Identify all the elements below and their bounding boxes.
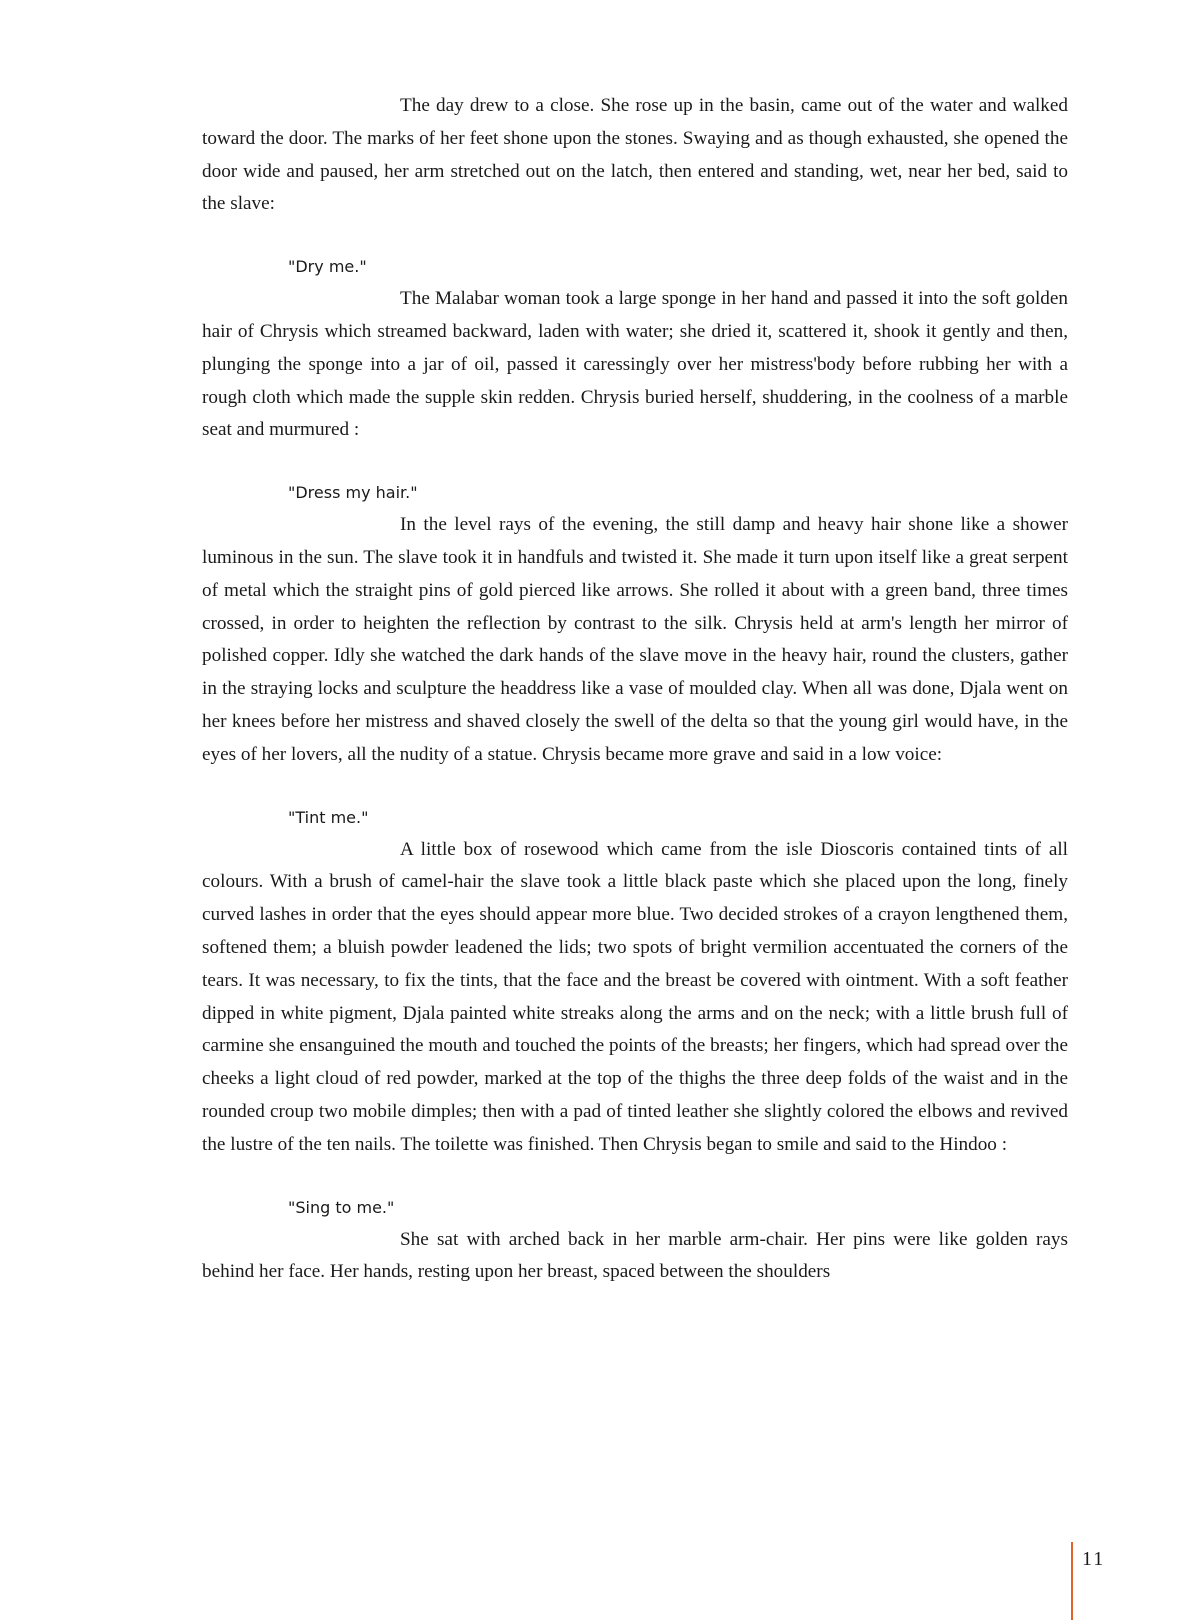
text-column bbox=[202, 90, 1068, 1289]
spacer bbox=[202, 1162, 1068, 1192]
dialogue-dry-me: "Dry me." bbox=[288, 257, 367, 277]
page-number: 11 bbox=[1082, 1548, 1106, 1570]
spacer bbox=[202, 221, 1068, 251]
spacer bbox=[202, 772, 1068, 802]
paragraph-3: In the level rays of the evening, the still damp and heavy hair shone like a shower luminous in the sun. The slave took it in handfuls and twisted it. She made it turn upon itself like a great serpent of metal which the straight pins of gold pierced like arrows. She rolled it about with a green band, three times crossed, in order to heighten the reflection by contrast to the silk. Chrysis held at arm's length her mirror of polished copper. Idly she watched the dark hands of the slave move in the heavy hair, round the clusters, gather in the straying locks and sculpture the headdress like a vase of moulded clay. When all was done, Djala went on her knees before her mistress and shaved closely the swell of the delta so that the young girl would have, in the eyes of her lovers, all the nudity of a statue. Chrysis became more grave and said in a low voice: bbox=[202, 514, 1068, 765]
paragraph-4: A little box of rosewood which came from the isle Dioscoris contained tints of all colours. With a brush of camel-hair the slave took a little black paste which she placed upon the long, finely curved lashes in order that the eyes should appear more blue. Two decided strokes of a crayon lengthened them, softened them; a bluish powder leadened the lids; two spots of bright vermilion accentuated the corners of the tears. It was necessary, to fix the tints, that the face and the breast be covered with ointment. With a soft feather dipped in white pigment, Djala painted white streaks along the arms and on the neck; with a little brush full of carmine she ensanguined the mouth and touched the points of the breasts; her fingers, which had spread over the cheeks a light cloud of red powder, marked at the top of the thighs the three deep folds of the waist and in the rounded croup two mobile dimples; then with a pad of tinted leather she slightly colored the elbows and revived the lustre of the ten nails. The toilette was finished. Then Chrysis began to smile and said to the Hindoo : bbox=[202, 838, 1068, 1155]
paragraph-2: The Malabar woman took a large sponge in her hand and passed it into the soft golden hair of Chrysis which streamed backward, laden with water; she dried it, scattered it, shook it gently and then, plunging the sponge into a jar of oil, passed it caressingly over her mistress'body before rubbing her with a rough cloth which made the supple skin redden. Chrysis buried herself, shuddering, in the coolness of a marble seat and murmured : bbox=[202, 288, 1068, 441]
dialogue-tint-me: "Tint me." bbox=[288, 807, 369, 827]
spacer bbox=[202, 447, 1068, 477]
paragraph-1: The day drew to a close. She rose up in the basin, came out of the water and walked toward the door. The marks of her feet shone upon the stones. Swaying and as though exhausted, she opened the door wide and paused, her arm stretched out on the latch, then entered and standing, wet, near her bed, said to the slave: bbox=[202, 95, 1068, 215]
dialogue-sing-to-me: "Sing to me." bbox=[288, 1197, 395, 1217]
page-number-rule bbox=[1071, 1542, 1073, 1620]
paragraph-5: She sat with arched back in her marble arm-chair. Her pins were like golden rays behind her face. Her hands, resting upon her breast, spaced between the shoulders bbox=[202, 1228, 1068, 1283]
dialogue-dress-my-hair: "Dress my hair." bbox=[288, 483, 418, 503]
